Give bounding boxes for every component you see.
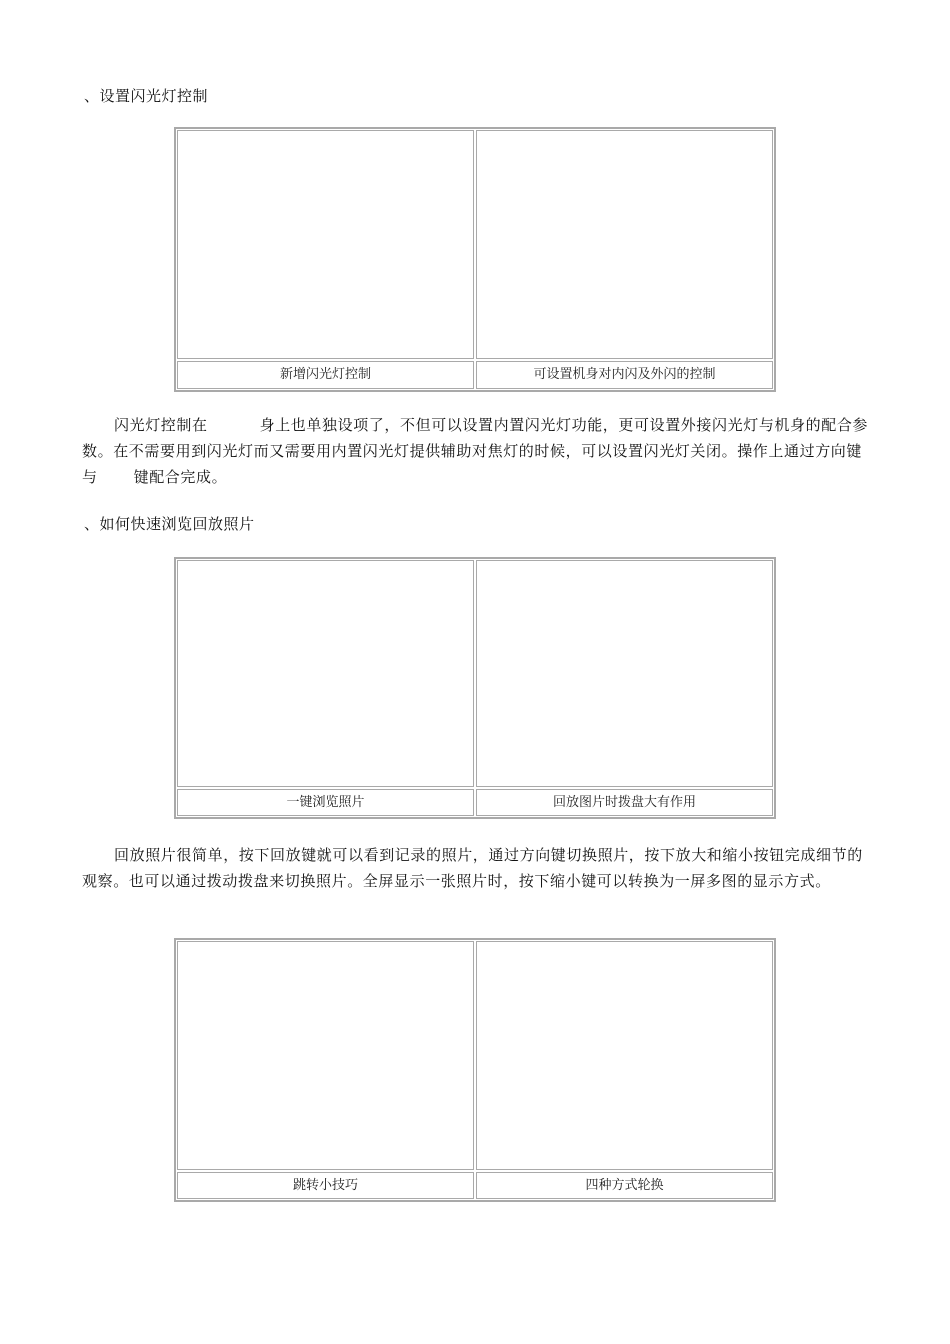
paragraph-text: 闪光灯控制在 bbox=[114, 416, 208, 434]
figure-image-placeholder bbox=[177, 941, 474, 1170]
body-paragraph-flash bbox=[82, 412, 872, 490]
paragraph-text: 身上也单独设项了，不但可以设置内置闪光灯功能，更可设置外接闪光灯与机身的配合参数。在不需要用到闪光灯而又需要用内置闪光灯提供辅助对焦灯的时候，可以设置闪光灯关闭。操作上通过方向键与 bbox=[82, 416, 869, 486]
figure-image-placeholder bbox=[177, 130, 474, 359]
figure-image-placeholder bbox=[177, 560, 474, 787]
figure-image-placeholder bbox=[476, 130, 773, 359]
figure-table-jump bbox=[174, 938, 776, 1202]
body-paragraph-playback: 回放照片很简单，按下回放键就可以看到记录的照片，通过方向键切换照片，按下放大和缩小按钮完成细节的观察。也可以通过拨动拨盘来切换照片。全屏显示一张照片时，按下缩小键可以转换为一屏多图的显示方式。 bbox=[82, 846, 863, 890]
figure-table-flash bbox=[174, 127, 776, 392]
figure-caption: 回放图片时拨盘大有作用 bbox=[476, 789, 773, 816]
figure-image-placeholder bbox=[476, 941, 773, 1170]
figure-caption: 新增闪光灯控制 bbox=[177, 361, 474, 389]
figure-table-playback bbox=[174, 557, 776, 819]
figure-caption: 一键浏览照片 bbox=[177, 789, 474, 816]
figure-image-placeholder bbox=[476, 560, 773, 787]
paragraph-text: 键配合完成。 bbox=[133, 468, 228, 486]
figure-caption: 可设置机身对内闪及外闪的控制 bbox=[476, 361, 773, 389]
section-heading-flash-control: 、设置闪光灯控制 bbox=[84, 87, 209, 105]
figure-caption: 四种方式轮换 bbox=[476, 1172, 773, 1199]
section-heading-playback: 、如何快速浏览回放照片 bbox=[84, 515, 255, 533]
figure-caption: 跳转小技巧 bbox=[177, 1172, 474, 1199]
